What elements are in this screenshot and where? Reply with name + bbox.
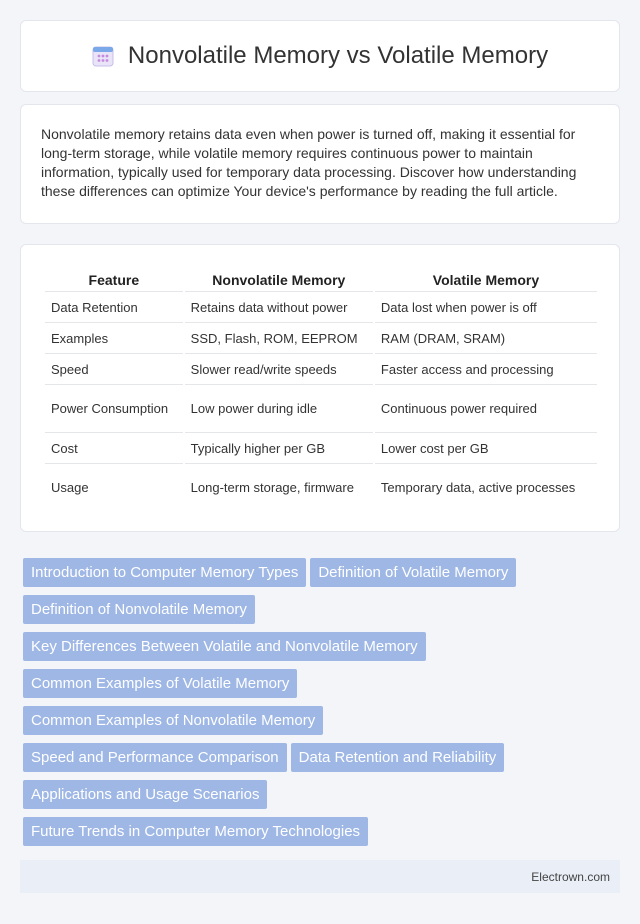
topic-tag-future-trends[interactable]: Future Trends in Computer Memory Technologies (23, 817, 368, 846)
topic-tag-definition-volatile[interactable]: Definition of Volatile Memory (310, 558, 516, 587)
table-cell: Cost (45, 432, 183, 463)
table-cell: RAM (DRAM, SRAM) (375, 322, 597, 353)
table-cell: Retains data without power (185, 291, 373, 322)
topic-tag-examples-nonvolatile[interactable]: Common Examples of Nonvolatile Memory (23, 706, 323, 735)
table-header-row (45, 265, 597, 291)
table-cell: Typically higher per GB (185, 432, 373, 463)
topic-tag-definition-nonvolatile[interactable]: Definition of Nonvolatile Memory (23, 595, 255, 624)
table-row (45, 463, 597, 511)
topic-tag-data-retention[interactable]: Data Retention and Reliability (291, 743, 505, 772)
table-cell: Examples (45, 322, 183, 353)
table-cell: Low power during idle (185, 384, 373, 432)
table-cell: Long-term storage, firmware (185, 463, 373, 511)
table-header: Volatile Memory (432, 272, 540, 288)
topic-tag-introduction[interactable]: Introduction to Computer Memory Types (23, 558, 306, 587)
comparison-table-card (20, 244, 620, 532)
table-cell: Lower cost per GB (375, 432, 597, 463)
topic-tags (23, 558, 623, 854)
comparison-table (43, 265, 599, 511)
footer (20, 860, 620, 893)
table-cell: SSD, Flash, ROM, EEPROM (185, 322, 373, 353)
table-cell: Data Retention (45, 291, 183, 322)
topic-tag-examples-volatile[interactable]: Common Examples of Volatile Memory (23, 669, 297, 698)
table-cell: Temporary data, active processes (375, 463, 597, 511)
footer-site[interactable]: Electrown.com (531, 869, 610, 884)
table-cell: Usage (45, 463, 183, 511)
table-row (45, 291, 597, 322)
table-cell: Faster access and processing (375, 353, 597, 384)
topic-tag-applications[interactable]: Applications and Usage Scenarios (23, 780, 267, 809)
table-row (45, 432, 597, 463)
topic-tag-key-differences[interactable]: Key Differences Between Volatile and Nonvolatile Memory (23, 632, 426, 661)
table-cell: Power Consumption (45, 384, 183, 432)
table-header: Feature (88, 272, 140, 288)
calendar-icon (92, 45, 114, 67)
title-card (20, 20, 620, 92)
table-row (45, 353, 597, 384)
table-header: Nonvolatile Memory (212, 272, 346, 288)
table-cell: Speed (45, 353, 183, 384)
page-title: Nonvolatile Memory vs Volatile Memory (127, 42, 549, 69)
table-row (45, 322, 597, 353)
table-cell: Slower read/write speeds (185, 353, 373, 384)
table-cell: Data lost when power is off (375, 291, 597, 322)
table-cell: Continuous power required (375, 384, 597, 432)
table-row (45, 384, 597, 432)
intro-card (20, 104, 620, 224)
intro-text: Nonvolatile memory retains data even when power is turned off, making it essential for long-term storage, while volatile memory requires continuous power to maintain information, typically used for temporary data processing. Discover how understanding these differences can optimize Your device's performance by reading the full article. (41, 126, 577, 199)
topic-tag-speed-performance[interactable]: Speed and Performance Comparison (23, 743, 287, 772)
